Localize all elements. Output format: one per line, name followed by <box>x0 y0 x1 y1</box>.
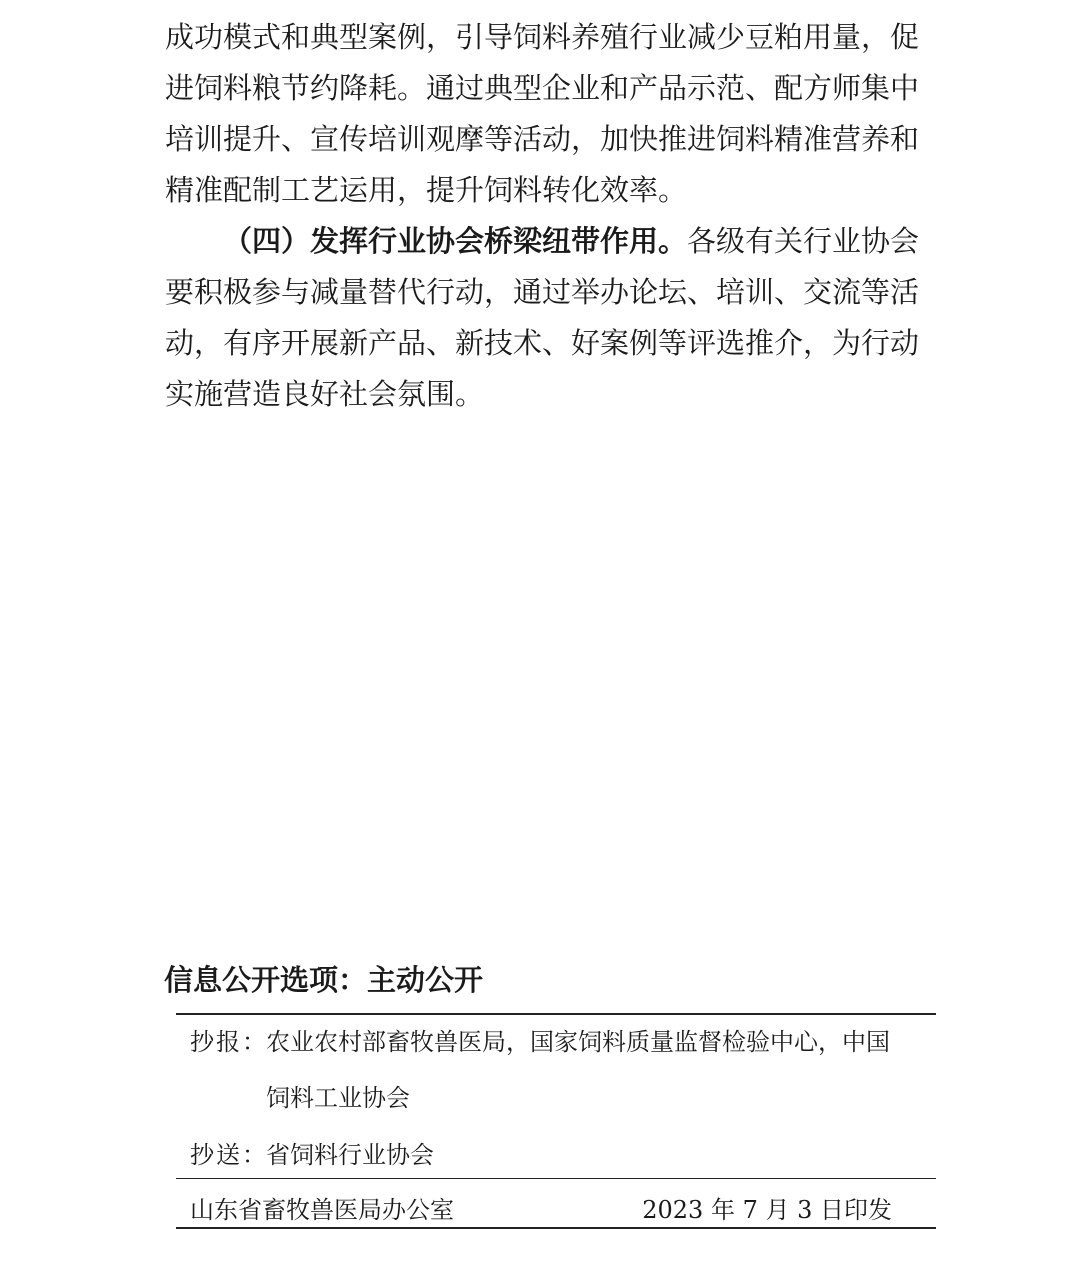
section-4-heading-rest: 各级有关行业协会 <box>687 224 920 258</box>
issuer-name: 山东省畜牧兽医局办公室 <box>190 1196 454 1224</box>
cc-report-row <box>190 1022 890 1057</box>
body-line: 培训提升、宣传培训观摩等活动，加快推进饲料精准营养和 <box>165 122 920 156</box>
cc-report-line1: 农业农村部畜牧兽医局，国家饲料质量监督检验中心，中国 <box>266 1028 890 1056</box>
body-line: 进饲料粮节约降耗。通过典型企业和产品示范、配方师集中 <box>165 71 920 105</box>
body-line: 实施营造良好社会氛围。 <box>165 377 485 411</box>
divider-top <box>176 1013 936 1015</box>
body-line: 要积极参与减量替代行动，通过举办论坛、培训、交流等活 <box>165 275 920 309</box>
section-4-heading: （四）发挥行业协会桥梁纽带作用。 <box>223 224 688 258</box>
divider-middle <box>176 1178 936 1179</box>
document-body <box>165 12 920 420</box>
issue-date: 2023 年 7 月 3 日印发 <box>642 1196 892 1224</box>
cc-send-label: 抄送： <box>190 1141 266 1169</box>
body-line: 成功模式和典型案例，引导饲料养殖行业减少豆粕用量，促 <box>165 20 920 54</box>
body-line: 动，有序开展新产品、新技术、好案例等评选推介，为行动 <box>165 326 920 360</box>
cc-send-row <box>190 1135 434 1170</box>
section-4-first-line <box>165 216 920 267</box>
cc-send-value: 省饲料行业协会 <box>266 1141 434 1169</box>
divider-bottom <box>176 1227 936 1229</box>
disclosure-option: 信息公开选项：主动公开 <box>164 963 484 997</box>
cc-report-label: 抄报： <box>190 1028 266 1056</box>
cc-report-line2: 饲料工业协会 <box>266 1084 410 1112</box>
body-line: 精准配制工艺运用，提升饲料转化效率。 <box>165 173 688 207</box>
